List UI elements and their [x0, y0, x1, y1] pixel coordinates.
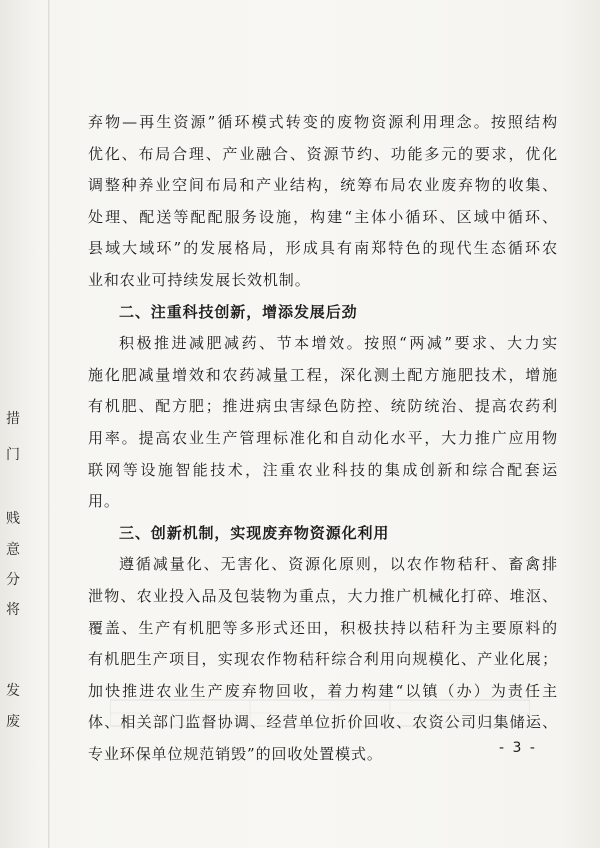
text-line: 有机肥生产项目，实现农作物秸秆综合利用向规模化、产业化展；: [88, 650, 558, 669]
margin-char: 将: [6, 602, 20, 618]
text-line: 专业环保单位规范销毁”的回收处置模式。: [88, 744, 383, 763]
paragraph-1: [88, 107, 558, 297]
section-heading-3: 三、创新机制，实现废弃物资源化利用: [119, 523, 390, 542]
text-line: 优化、布局合理、产业融合、资源节约、功能多元的要求，优化: [88, 144, 558, 163]
section-heading-2: 二、注重科技创新，增添发展后劲: [119, 302, 358, 321]
text-line: 有机肥、配方肥；推进病虫害绿色防控、统防统治、提高农药利: [88, 397, 558, 416]
text-line: 弃物—再生资源”循环模式转变的废物资源利用理念。按照结构: [88, 113, 558, 131]
paragraph-2: [88, 328, 558, 518]
text-line: 覆盖、生产有机肥等多形式还田，积极扶持以秸秆为主要原料的: [88, 618, 558, 637]
text-line: 加快推进农业生产废弃物回收，着力构建“以镇（办）为责任主: [88, 681, 558, 700]
text-line: 县域大域环”的发展格局，形成具有南郑特色的现代生态循环农: [88, 239, 558, 258]
text-line: 业和农业可持续发展长效机制。: [88, 270, 311, 289]
text-line: 联网等设施智能技术，注重农业科技的集成创新和综合配套运: [88, 460, 558, 479]
margin-char: 发: [6, 683, 20, 699]
margin-char: 门: [6, 447, 20, 463]
text-line: 积极推进减肥减药、节本增效。按照“两减”要求、大力实: [119, 334, 558, 353]
text-line: 调整种养业空间布局和产业结构，统筹布局农业废弃物的收集、: [88, 176, 558, 195]
margin-char: 分: [6, 572, 20, 588]
margin-char: 贱: [6, 511, 20, 527]
text-line: 处理、配送等配配服务设施，构建“主体小循环、区域中循环、: [88, 207, 558, 226]
text-line: 遵循减量化、无害化、资源化原则，以农作物秸秆、畜禽排: [119, 555, 558, 574]
margin-char: 措: [6, 411, 20, 427]
document-body: [88, 107, 558, 770]
margin-char: 意: [6, 542, 20, 558]
text-line: 泄物、农业投入品及包装物为重点，大力推广机械化打碎、堆沤、: [88, 586, 558, 605]
text-line: 体、相关部门监督协调、经营单位折价回收、农资公司归集储运、: [88, 713, 558, 732]
text-line: 施化肥减量增效和农药减量工程，深化测土配方施肥技术，增施: [88, 365, 558, 384]
text-line: 用。: [88, 492, 120, 511]
paragraph-3: [88, 549, 558, 770]
page-number: - 3 -: [499, 740, 537, 756]
margin-char: 废: [6, 714, 20, 730]
page-fold-shadow: [48, 0, 50, 848]
text-line: 用率。提高农业生产管理标准化和自动化水平，大力推广应用物: [88, 428, 558, 447]
